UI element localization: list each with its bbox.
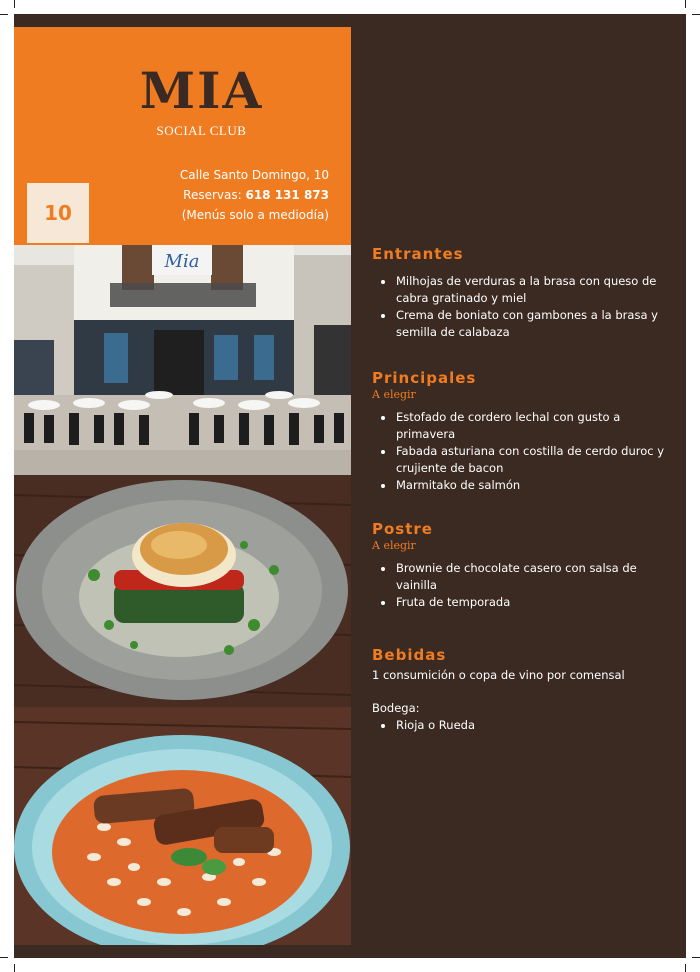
section-title: Principales — [372, 369, 477, 387]
dish-item: Fabada asturiana con costilla de cerdo duroc y crujiente de bacon — [372, 443, 672, 477]
drinks-description: 1 consumición o copa de vino por comensal — [372, 668, 625, 682]
contact-info — [180, 165, 329, 225]
section-mains — [372, 368, 672, 494]
section-title: Postre — [372, 520, 433, 538]
dish-item: Estofado de cordero lechal con gusto a primavera — [372, 409, 672, 443]
cellar-list — [372, 717, 672, 734]
logo: MIA — [139, 61, 264, 120]
cellar-label: Bodega: — [372, 701, 420, 715]
storefront-sign: Mia — [164, 251, 200, 272]
street-address: Calle Santo Domingo, 10 — [179, 168, 329, 182]
crop-mark — [14, 0, 15, 8]
choose-note: A elegir — [372, 388, 416, 401]
section-title: Bebidas — [372, 646, 447, 664]
section-starters — [372, 244, 672, 341]
dish-list — [372, 560, 672, 611]
section-drinks — [372, 645, 672, 734]
millefeuille-photo — [14, 475, 351, 707]
reservations-label: Reservas: — [183, 188, 242, 202]
crop-mark — [14, 964, 15, 972]
reservations-line — [180, 185, 329, 205]
dish-list — [372, 409, 672, 494]
section-title: Entrantes — [372, 245, 464, 263]
crop-mark — [685, 964, 686, 972]
crop-mark — [0, 14, 8, 15]
cellar-item: Rioja o Rueda — [372, 717, 672, 734]
crop-mark — [0, 957, 8, 958]
dish-item: Crema de boniato con gambones a la brasa y semilla de calabaza — [372, 307, 672, 341]
dish-item: Fruta de temporada — [372, 594, 672, 611]
logo-tagline: SOCIAL CLUB — [156, 123, 247, 138]
fabada-photo — [14, 707, 351, 945]
crop-mark — [692, 957, 700, 958]
dish-item: Marmitako de salmón — [372, 477, 672, 494]
phone-number: 618 131 873 — [245, 188, 329, 202]
lunch-only-note: (Menús solo a mediodía) — [181, 208, 329, 222]
dish-item: Brownie de chocolate casero con salsa de vainilla — [372, 560, 672, 594]
dish-item: Milhojas de verduras a la brasa con queso de cabra gratinado y miel — [372, 273, 672, 307]
dish-list — [372, 273, 672, 341]
page-number-badge: 10 — [27, 183, 89, 243]
storefront-photo — [14, 245, 351, 475]
choose-note: A elegir — [372, 539, 416, 552]
section-dessert — [372, 519, 672, 611]
crop-mark — [692, 14, 700, 15]
crop-mark — [685, 0, 686, 8]
